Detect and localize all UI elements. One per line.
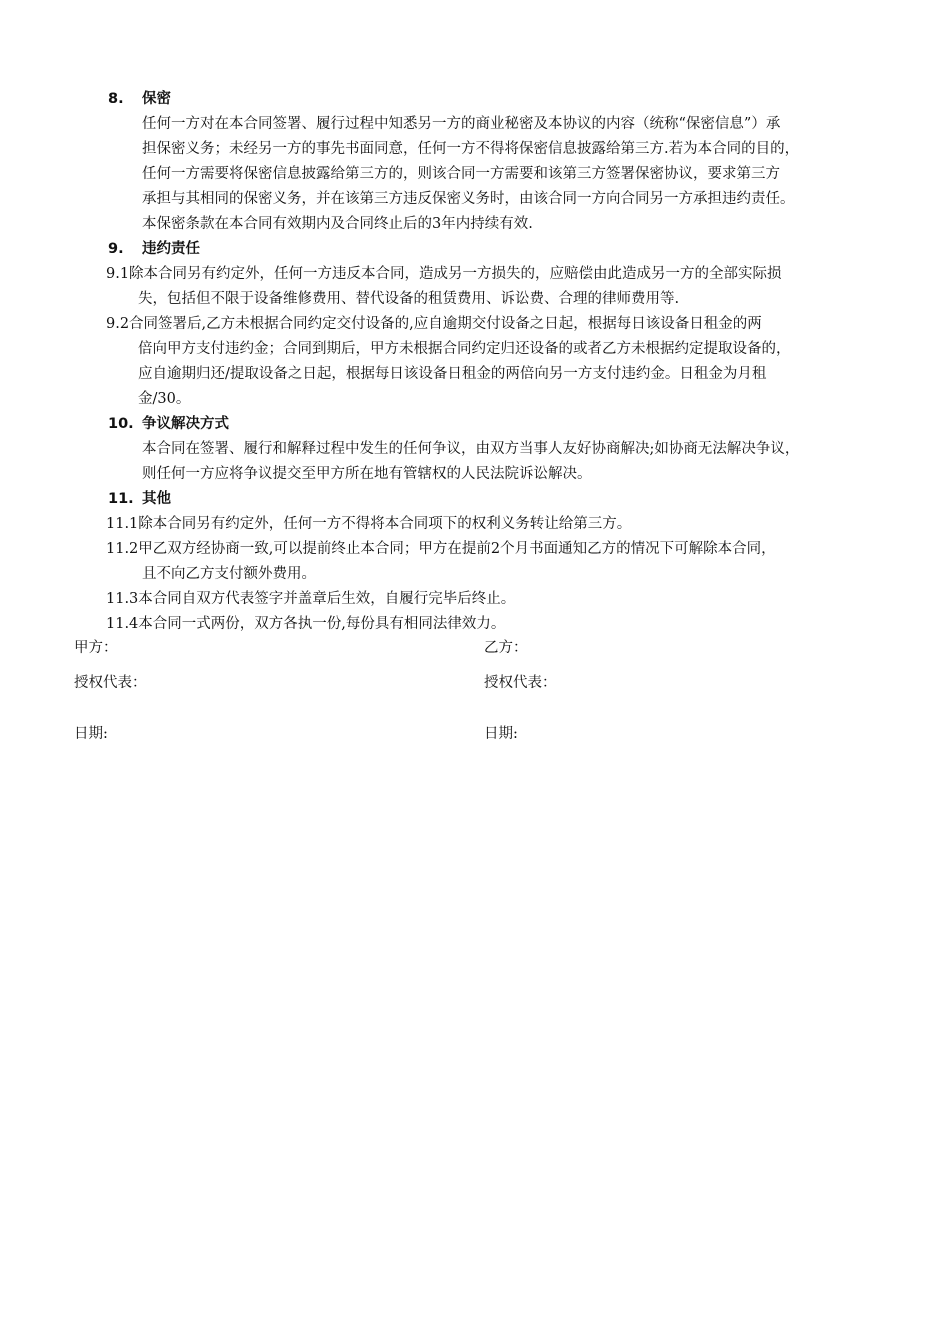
section-number: 8. — [108, 91, 124, 107]
clause-line: 金/30。 — [138, 391, 191, 407]
section-number: 11. — [108, 491, 134, 507]
section-title: 争议解决方式 — [142, 416, 229, 432]
clause-line: 失，包括但不限于设备维修费用、替代设备的租赁费用、诉讼费、合理的律师费用等. — [138, 291, 680, 307]
clause-line: 且不向乙方支付额外费用。 — [142, 566, 316, 582]
clause-line: 9.1除本合同另有约定外，任何一方违反本合同，造成另一方损失的，应赔偿由此造成另一方的全部实际损 — [106, 266, 782, 282]
clause-line: 11.2甲乙双方经协商一致,可以提前终止本合同；甲方在提前2个月书面通知乙方的情况下可解除本合同， — [106, 541, 776, 557]
paragraph-line: 担保密义务；未经另一方的事先书面同意，任何一方不得将保密信息披露给第三方.若为本合同的目的， — [142, 141, 800, 157]
paragraph-line: 任何一方需要将保密信息披露给第三方的，则该合同一方需要和该第三方签署保密协议，要求第三方 — [142, 166, 780, 182]
section-title: 违约责任 — [142, 241, 200, 257]
paragraph-line: 承担与其相同的保密义务，并在该第三方违反保密义务时，由该合同一方向合同另一方承担违约责任。 — [142, 191, 795, 207]
clause-line: 11.3本合同自双方代表签字并盖章后生效，自履行完毕后终止。 — [106, 591, 516, 607]
section-8-heading — [108, 89, 171, 109]
section-number: 10. — [108, 416, 134, 432]
party-b-label: 乙方： — [484, 640, 528, 656]
paragraph-line: 本合同在签署、履行和解释过程中发生的任何争议，由双方当事人友好协商解决;如协商无法解决争议， — [142, 441, 800, 457]
section-10-heading — [108, 414, 229, 434]
section-title: 其他 — [142, 491, 171, 507]
clause-line: 11.1除本合同另有约定外，任何一方不得将本合同项下的权利义务转让给第三方。 — [106, 516, 632, 532]
clause-line: 倍向甲方支付违约金；合同到期后，甲方未根据合同约定归还设备的或者乙方未根据约定提取设备的， — [138, 341, 791, 357]
section-title: 保密 — [142, 91, 171, 107]
section-9-heading — [108, 239, 200, 259]
clause-line: 应自逾期归还/提取设备之日起，根据每日该设备日租金的两倍向另一方支付违约金。日租金为月租 — [138, 366, 767, 382]
paragraph-line: 任何一方对在本合同签署、履行过程中知悉另一方的商业秘密及本协议的内容（统称“保密信息”）承 — [142, 116, 781, 132]
paragraph-line: 本保密条款在本合同有效期内及合同终止后的3年内持续有效. — [142, 216, 533, 232]
party-a-representative-label: 授权代表： — [74, 675, 147, 691]
party-b-representative-label: 授权代表： — [484, 675, 557, 691]
clause-line: 11.4本合同一式两份，双方各执一份,每份具有相同法律效力。 — [106, 616, 506, 632]
section-number: 9. — [108, 241, 124, 257]
clause-line: 9.2合同签署后,乙方未根据合同约定交付设备的,应自逾期交付设备之日起，根据每日该设备日租金的两 — [106, 316, 762, 332]
party-b-date-label: 日期: — [484, 726, 518, 742]
party-a-date-label: 日期: — [74, 726, 108, 742]
section-11-heading — [108, 489, 171, 509]
party-a-label: 甲方： — [74, 640, 118, 656]
paragraph-line: 则任何一方应将争议提交至甲方所在地有管辖权的人民法院诉讼解决。 — [142, 466, 592, 482]
